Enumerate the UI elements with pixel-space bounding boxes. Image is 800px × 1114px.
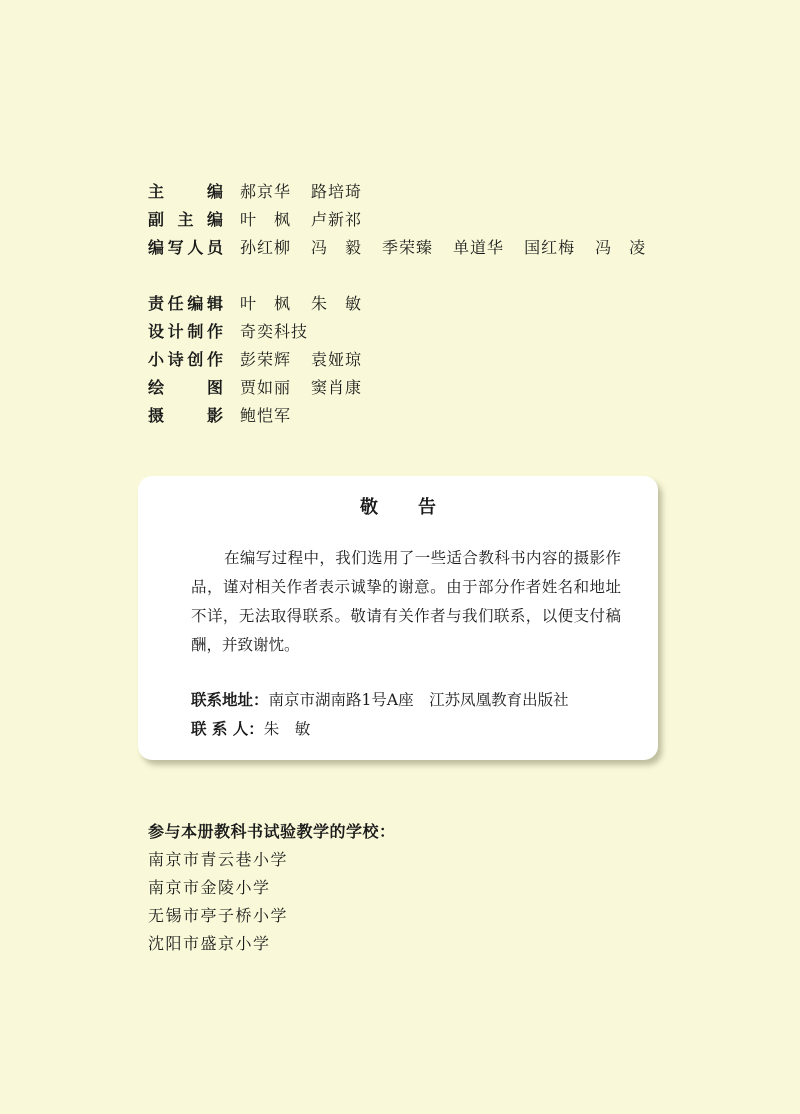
- notice-box: [138, 476, 658, 760]
- credit-name: 季荣臻: [382, 237, 434, 257]
- contact-address-label: 联系地址：: [191, 691, 269, 709]
- credit-name: 路培琦: [311, 181, 363, 201]
- credit-label: 设计制作: [148, 321, 224, 341]
- credit-photography: [148, 400, 646, 428]
- school-item: 无锡市亭子桥小学: [148, 906, 289, 925]
- schools-heading: 参与本册教科书试验教学的学校：: [148, 822, 396, 841]
- credit-name: 鲍恺军: [240, 405, 292, 425]
- contact-person-label: 联 系 人：: [191, 720, 264, 738]
- contact-address-row: [191, 686, 569, 715]
- credit-poems: [148, 344, 646, 372]
- contact-address-value: 南京市湖南路1号A座 江苏凤凰教育出版社: [268, 691, 569, 709]
- credit-label: 摄 影: [148, 405, 224, 425]
- credit-name: 冯 毅: [311, 237, 363, 257]
- credit-name: 卢新祁: [311, 209, 363, 229]
- contact-person-row: [191, 715, 569, 744]
- credit-responsible-editor: [148, 288, 646, 316]
- notice-title: 敬告: [360, 497, 476, 518]
- notice-body: 在编写过程中，我们选用了一些适合教科书内容的摄影作品，谨对相关作者表示诚挚的谢意。由于部分作者姓名和地址不详，无法取得联系。敬请有关作者与我们联系，以便支付稿酬，并致谢忱。: [191, 549, 621, 654]
- credit-name: 郝京华: [240, 181, 292, 201]
- notice-contact: [191, 686, 569, 744]
- credit-design: [148, 316, 646, 344]
- credit-name: 奇奕科技: [240, 321, 309, 341]
- credit-name: 叶 枫: [240, 293, 292, 313]
- credit-name: 袁娅琼: [311, 349, 363, 369]
- school-item: 沈阳市盛京小学: [148, 934, 271, 953]
- school-item: 南京市青云巷小学: [148, 850, 289, 869]
- contact-person-value: 朱 敏: [263, 720, 311, 738]
- credit-illustration: [148, 372, 646, 400]
- credit-label: 副主编: [148, 209, 224, 229]
- credit-label: 编写人员: [148, 237, 224, 257]
- credit-writers: [148, 232, 646, 260]
- school-item: 南京市金陵小学: [148, 878, 271, 897]
- credit-name: 国红梅: [524, 237, 576, 257]
- credit-name: 朱 敏: [311, 293, 363, 313]
- credit-name: 单道华: [453, 237, 505, 257]
- credit-name: 窦肖康: [311, 377, 363, 397]
- credit-label: 小诗创作: [148, 349, 224, 369]
- credit-name: 冯 凌: [595, 237, 647, 257]
- credit-label: 主 编: [148, 181, 224, 201]
- credits-block: [148, 176, 646, 428]
- credit-editor-in-chief: [148, 176, 646, 204]
- schools-block: [148, 818, 396, 958]
- credit-deputy-editor: [148, 204, 646, 232]
- credit-name: 彭荣辉: [240, 349, 292, 369]
- credit-name: 贾如丽: [240, 377, 292, 397]
- credit-name: 孙红柳: [240, 237, 292, 257]
- credit-label: 责任编辑: [148, 293, 224, 313]
- credit-name: 叶 枫: [240, 209, 292, 229]
- credit-label: 绘 图: [148, 377, 224, 397]
